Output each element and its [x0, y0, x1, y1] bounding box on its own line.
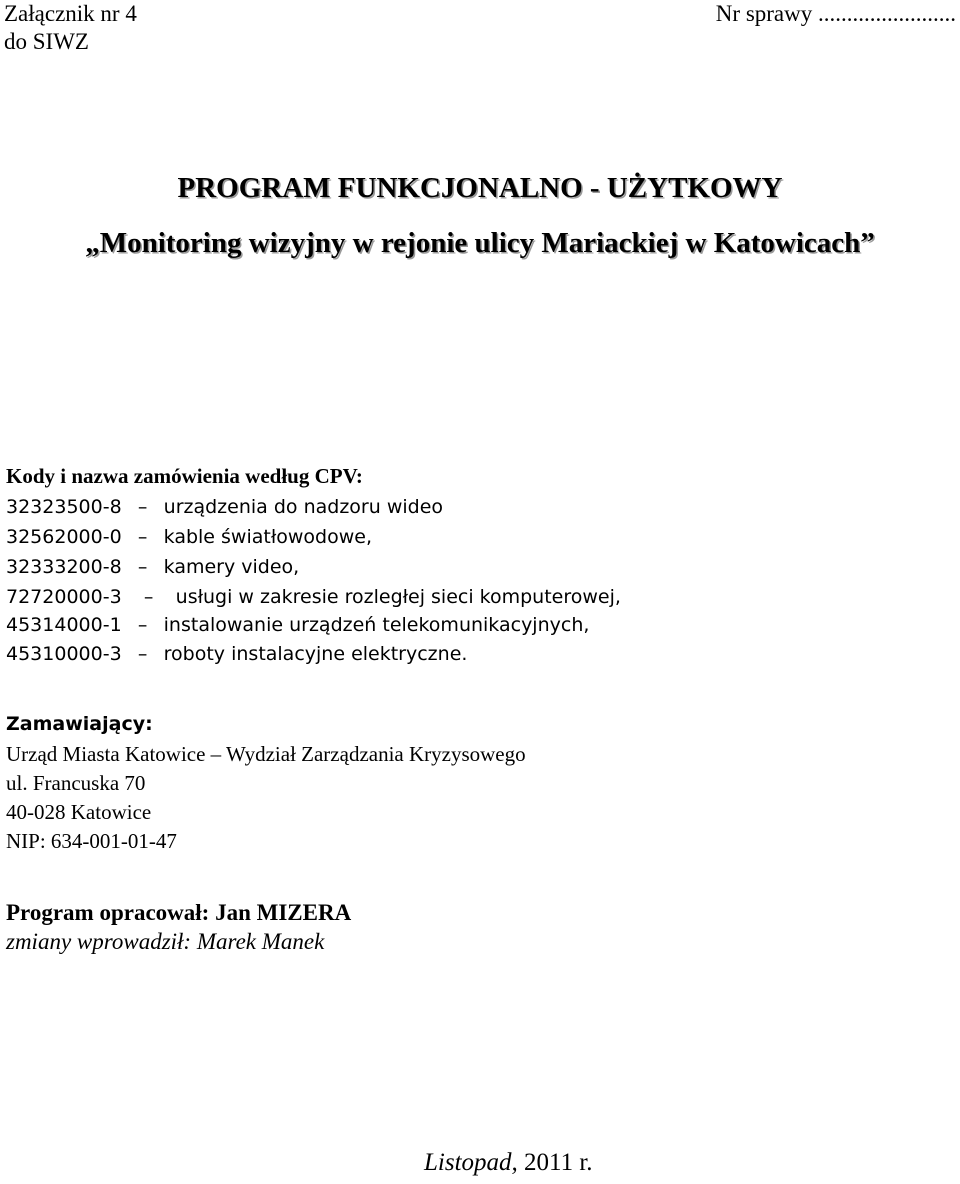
cpv-dash: – — [137, 643, 148, 665]
document-title: PROGRAM FUNKCJONALNO - UŻYTKOWY — [177, 172, 783, 204]
cpv-code: 45314000-1 — [6, 614, 122, 636]
cpv-description: roboty instalacyjne elektryczne. — [163, 643, 468, 665]
prepared-by: Program opracował: Jan MIZERA — [6, 900, 352, 925]
cpv-item — [6, 642, 467, 666]
client-name: Urząd Miasta Katowice – Wydział Zarządzania Kryzysowego — [6, 742, 526, 766]
cpv-code: 72720000-3 — [6, 586, 122, 608]
cpv-code: 45310000-3 — [6, 643, 122, 665]
cpv-description: urządzenia do nadzoru wideo — [163, 496, 444, 518]
attachment-label: Załącznik nr 4 — [4, 1, 137, 26]
cpv-code: 32562000-0 — [6, 526, 122, 548]
cpv-description: usługi w zakresie rozległej sieci komputerowej, — [175, 586, 621, 608]
date-year: 2011 r. — [524, 1149, 593, 1176]
document-subtitle: „Monitoring wizyjny w rejonie ulicy Mariackiej w Katowicach” — [85, 227, 875, 259]
client-street: ul. Francuska 70 — [6, 771, 146, 795]
cpv-dash: – — [137, 526, 148, 548]
cpv-item — [6, 495, 443, 519]
cpv-item — [6, 525, 372, 549]
cpv-dash: – — [143, 586, 154, 608]
client-city: 40-028 Katowice — [6, 800, 152, 824]
cpv-description: kamery video, — [163, 556, 300, 578]
cpv-item — [6, 555, 299, 579]
cpv-description: kable światłowodowe, — [163, 526, 372, 548]
cpv-code: 32333200-8 — [6, 556, 122, 578]
cpv-description: instalowanie urządzeń telekomunikacyjnych, — [163, 614, 590, 636]
document-date — [424, 1148, 593, 1178]
cpv-heading: Kody i nazwa zamówienia według CPV: — [6, 464, 363, 488]
cpv-dash: – — [137, 614, 148, 636]
client-nip: NIP: 634-001-01-47 — [6, 829, 177, 853]
client-heading: Zamawiający: — [6, 713, 153, 735]
case-number: Nr sprawy ........................ — [715, 1, 956, 26]
cpv-dash: – — [137, 556, 148, 578]
date-month: Listopad, — [424, 1149, 518, 1176]
cpv-dash: – — [137, 496, 148, 518]
changes-by: zmiany wprowadził: Marek Manek — [6, 929, 325, 954]
cpv-item — [6, 613, 589, 637]
attachment-sub-label: do SIWZ — [4, 29, 89, 54]
cpv-item — [6, 585, 621, 609]
cpv-code: 32323500-8 — [6, 496, 122, 518]
